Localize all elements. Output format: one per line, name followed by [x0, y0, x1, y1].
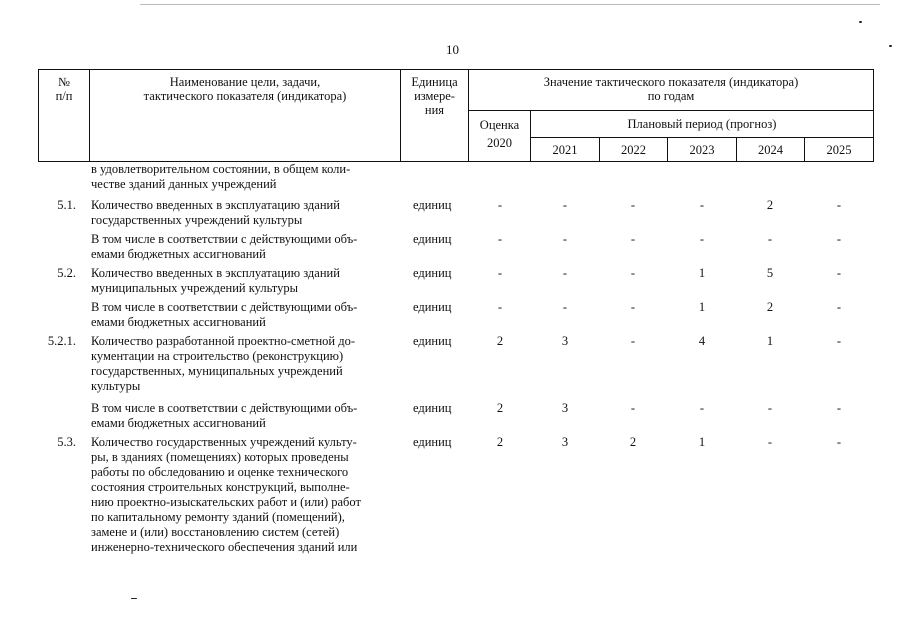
row-value: 2 — [629, 435, 637, 449]
row-value: - — [699, 198, 705, 212]
table-row — [0, 300, 905, 334]
table-row — [0, 198, 905, 232]
row-value: - — [562, 266, 568, 280]
row-indicator-name: В том числе в соответствии с действующими объ- емами бюджетных ассигнований — [91, 232, 358, 261]
row-value: - — [836, 334, 842, 348]
row-value: - — [836, 300, 842, 314]
row-value: - — [836, 198, 842, 212]
scan-edge-line — [140, 4, 880, 5]
row-unit: единиц — [413, 266, 452, 280]
row-value: - — [497, 198, 503, 212]
row-value: 4 — [698, 334, 706, 348]
page-number: 10 — [446, 42, 459, 57]
row-value: - — [836, 266, 842, 280]
row-value: - — [836, 401, 842, 415]
row-value: - — [630, 266, 636, 280]
row-value: - — [630, 300, 636, 314]
row-indicator-name: Количество разработанной проектно-сметной до- кументации на строительство (реконструкцию) государственных, муниципальных учреждений культуры — [91, 334, 356, 393]
row-number: 5.3. — [57, 435, 76, 449]
row-value: 3 — [561, 435, 569, 449]
table-row — [0, 435, 905, 565]
row-value: 1 — [698, 266, 706, 280]
row-indicator-name: в удовлетворительном состоянии, в общем коли- честве зданий данных учреждений — [91, 162, 351, 191]
row-number: 5.2.1. — [47, 334, 76, 348]
row-value: - — [699, 232, 705, 246]
header-year-2023: 2023 — [668, 138, 737, 162]
row-indicator-name: Количество государственных учреждений культу- ры, в зданиях (помещениях) которых проведены работы по обследованию и оценке технического состояния строительных конструкций, выполне- нию проектно-изыскательских работ и (или) работ по капитальному ремонту зданий (помещений), замене и (или) восстановлению систем (сетей) инженерно-технического обеспечения зданий или — [91, 435, 361, 554]
row-value: - — [767, 232, 773, 246]
header-number-column: № п/п — [39, 70, 90, 162]
row-value: - — [497, 266, 503, 280]
row-value: - — [630, 334, 636, 348]
row-unit: единиц — [413, 334, 452, 348]
row-value: 2 — [496, 401, 504, 415]
table-header — [38, 69, 874, 162]
row-value: 1 — [766, 334, 774, 348]
row-value: - — [836, 435, 842, 449]
row-value: 5 — [766, 266, 774, 280]
row-unit: единиц — [413, 198, 452, 212]
header-year-2022: 2022 — [600, 138, 668, 162]
header-unit-column: Единица измере- ния — [401, 70, 469, 162]
table-row — [0, 266, 905, 300]
row-value: - — [562, 198, 568, 212]
row-value: - — [630, 401, 636, 415]
row-value: 1 — [698, 435, 706, 449]
row-indicator-name: Количество введенных в эксплуатацию зданий муниципальных учреждений культуры — [91, 266, 340, 295]
row-value: 2 — [766, 198, 774, 212]
row-value: 2 — [496, 435, 504, 449]
row-value: - — [630, 232, 636, 246]
header-year-2024: 2024 — [737, 138, 805, 162]
scan-speck — [131, 598, 137, 599]
row-value: 2 — [496, 334, 504, 348]
row-unit: единиц — [413, 435, 452, 449]
row-value: 3 — [561, 334, 569, 348]
row-value: - — [767, 435, 773, 449]
table-row — [0, 232, 905, 266]
row-value: - — [497, 300, 503, 314]
row-value: - — [630, 198, 636, 212]
row-value: - — [836, 232, 842, 246]
row-unit: единиц — [413, 401, 452, 415]
table-body — [0, 162, 905, 565]
table-row — [0, 162, 905, 198]
scan-speck — [859, 21, 862, 23]
row-value: - — [767, 401, 773, 415]
row-number: 5.1. — [57, 198, 76, 212]
row-indicator-name: В том числе в соответствии с действующими объ- емами бюджетных ассигнований — [91, 300, 358, 329]
header-values-column: Значение тактического показателя (индикатора) по годам — [469, 70, 874, 111]
row-value: - — [562, 232, 568, 246]
row-indicator-name: В том числе в соответствии с действующими объ- емами бюджетных ассигнований — [91, 401, 358, 430]
header-year-2021: 2021 — [531, 138, 600, 162]
row-value: - — [497, 232, 503, 246]
row-unit: единиц — [413, 300, 452, 314]
header-plan-period: Плановый период (прогноз) — [531, 111, 874, 138]
row-value: 3 — [561, 401, 569, 415]
header-year-2025: 2025 — [805, 138, 874, 162]
row-value: - — [562, 300, 568, 314]
table-row — [0, 401, 905, 435]
row-value: 2 — [766, 300, 774, 314]
row-number: 5.2. — [57, 266, 76, 280]
row-unit: единиц — [413, 232, 452, 246]
header-estimate-column: Оценка 2020 — [469, 111, 531, 162]
row-value: 1 — [698, 300, 706, 314]
row-value: - — [699, 401, 705, 415]
header-name-column: Наименование цели, задачи, тактического показателя (индикатора) — [90, 70, 401, 162]
row-indicator-name: Количество введенных в эксплуатацию зданий государственных учреждений культуры — [91, 198, 340, 227]
table-row — [0, 334, 905, 401]
